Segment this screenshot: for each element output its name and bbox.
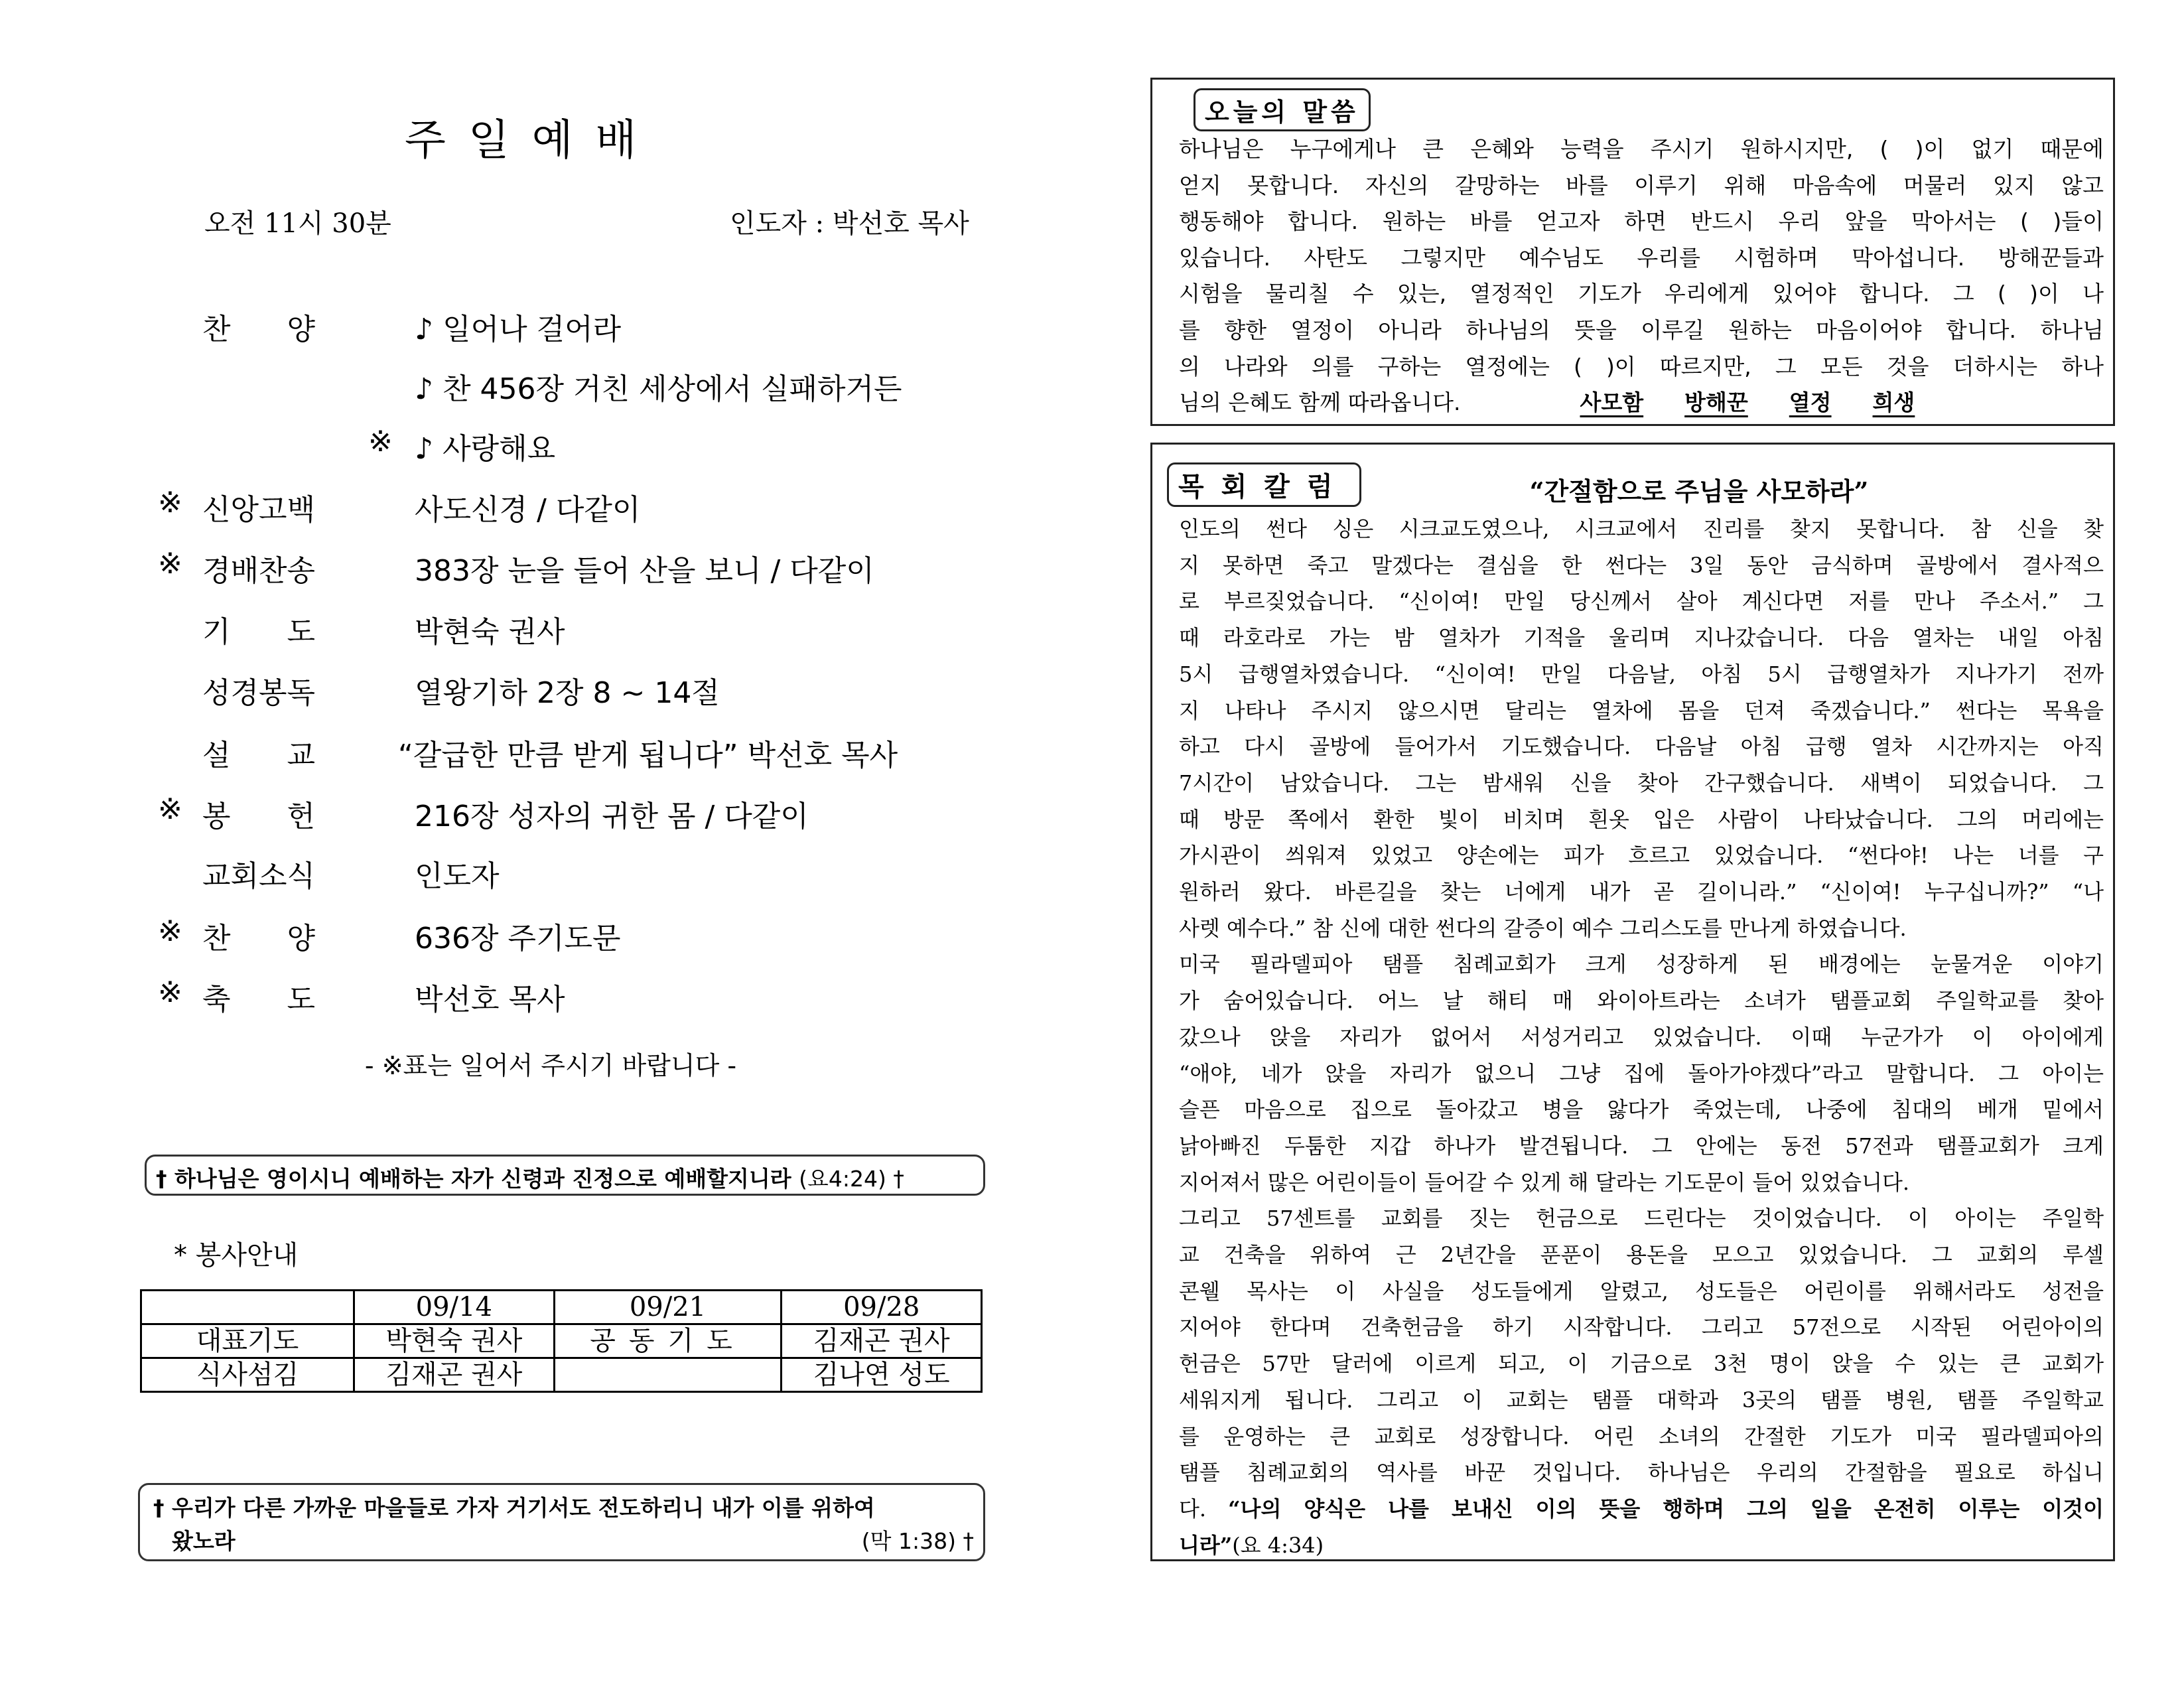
standing-mark-icon: ※ (158, 486, 182, 520)
answer-word: 방해꾼 (1684, 389, 1748, 416)
page-title: 주일예배 (405, 116, 659, 165)
text-line-content: 행동해야 합니다. 원하는 바를 얻고자 하면 반드시 우리 앞을 막아서는 ( )들이 (1179, 208, 2104, 235)
pastor-column-box (1150, 443, 2115, 1561)
column-text (1179, 511, 2104, 1563)
todays-word-box (1150, 78, 2115, 426)
text-line (1179, 313, 2104, 349)
text-line: 를 운영하는 큰 교회로 성장합니다. 어린 소녀의 간절한 기도가 미국 필라델피아의 (1179, 1423, 2104, 1449)
worship-order-content: 인도자 (415, 859, 500, 893)
text-line: 원하러 왔다. 바른길을 찾는 너에게 내가 곧 길이니라.” “신이여! 누구십니까?” “나 (1179, 879, 2104, 905)
closing-quote-line (1179, 1527, 2104, 1564)
text-line-content: 를 향한 열정이 아니라 하나님의 뜻을 이루길 원하는 마음이어야 합니다. 하나님 (1179, 317, 2104, 343)
text-fragment: 다. (1179, 1496, 1229, 1521)
bible-quote: 니라” (1179, 1532, 1233, 1558)
text-line: 7시간이 남았습니다. 그는 밤새워 신을 찾아 간구했습니다. 새벽이 되었습니다. 그 (1179, 770, 2104, 796)
text-line: 5시 급행열차였습니다. “신이여! 만일 다음날, 아침 5시 급행열차가 지나가기 전까 (1179, 661, 2104, 687)
worship-order-content: 216장 성자의 귀한 몸 / 다같이 (415, 800, 809, 833)
worship-order-content: ♪ 사랑해요 (415, 432, 556, 466)
text-line: 탬플 침례교회의 역사를 바꾼 것입니다. 하나님은 우리의 간절함을 필요로 하십니 (1179, 1460, 2104, 1486)
closing-quote-line (1179, 1491, 2104, 1527)
text-line: 때 라호라로 가는 밤 열차가 기적을 울리며 지나갔습니다. 다음 열차는 내일 아침 (1179, 625, 2104, 651)
text-line (1179, 204, 2104, 240)
text-line: “애야, 네가 앉을 자리가 없으니 그냥 집에 돌아가야겠다”라고 말합니다. 그 아이는 (1179, 1060, 2104, 1086)
bible-quote: “나의 양식은 나를 보내신 이의 뜻을 행하며 그의 일을 온전히 이루는 이것이 (1228, 1496, 2104, 1521)
text-line: 가시관이 씌워져 있었고 양손에는 피가 흐르고 있었습니다. “썬다야! 나는 너를 구 (1179, 843, 2104, 869)
todays-word-text (1179, 131, 2104, 421)
standing-mark-icon: ※ (368, 425, 393, 458)
worship-order-content: 636장 주기도문 (415, 922, 621, 955)
table-header-cell (141, 1291, 354, 1324)
worship-order-label: 신앙고백 (202, 493, 316, 527)
standing-mark-icon: ※ (158, 914, 182, 948)
verse-box-bottom (138, 1483, 985, 1561)
worship-order-content: 사도신경 / 다같이 (415, 493, 641, 527)
column-title: “간절함으로 주님을 사모하라” (1529, 476, 1869, 506)
worship-order-content: 열왕기하 2장 8 ~ 14절 (415, 676, 720, 710)
text-line: 지 못하면 죽고 말겠다는 결심을 한 썬다는 3일 동안 금식하며 골방에서 결사적으 (1179, 552, 2104, 578)
verse-text-line: 왔노라 (172, 1528, 236, 1554)
worship-order-label: 봉헌 (202, 800, 372, 833)
worship-order-label: 교회소식 (202, 859, 316, 893)
worship-order-content: “갈급한 만큼 받게 됩니다” 박선호 목사 (398, 739, 898, 772)
service-time: 오전 11시 30분 (204, 208, 391, 239)
table-row (141, 1358, 982, 1392)
table-cell: 공동기도 (554, 1324, 782, 1358)
answer-word: 열정 (1789, 389, 1832, 416)
text-line-content: 의 나라와 의를 구하는 열정에는 ( )이 따르지만, 그 모든 것을 더하시는 하나 (1179, 353, 2104, 380)
worship-order-content: 박현숙 권사 (415, 615, 565, 649)
table-cell: 김재곤 권사 (782, 1324, 982, 1358)
worship-order-label: 설교 (202, 739, 372, 772)
text-line: 세워지게 됩니다. 그리고 이 교회는 탬플 대학과 3곳의 탬플 병원, 탬플 주일학교 (1179, 1387, 2104, 1413)
text-line: 그리고 57센트를 교회를 짓는 헌금으로 드린다는 것이었습니다. 이 아이는 주일학 (1179, 1206, 2104, 1232)
answer-list (1580, 385, 1915, 421)
text-line-content: 하나님은 누구에게나 큰 은혜와 능력을 주시기 원하시지만, ( )이 없기 때문에 (1179, 136, 2104, 162)
service-guide-table (140, 1289, 983, 1393)
verse-text-line: † 우리가 다른 가까운 마을들로 가자 거기서도 전도하리니 내가 이를 위하여 (153, 1495, 875, 1521)
bible-reference: (요 4:34) (1232, 1532, 1324, 1558)
text-line: 미국 필라델피아 탬플 침례교회가 크게 성장하게 된 배경에는 눈물겨운 이야기 (1179, 952, 2104, 977)
text-line: 지어야 한다며 건축헌금을 하기 시작합니다. 그리고 57전으로 시작된 어린아이의 (1179, 1314, 2104, 1340)
table-row-label: 대표기도 (141, 1324, 354, 1358)
todays-word-badge: 오늘의 말씀 (1194, 88, 1371, 131)
service-leader: 인도자 : 박선호 목사 (730, 208, 969, 239)
table-header-cell: 09/21 (554, 1291, 782, 1324)
text-line-content: 님의 은혜도 함께 따라옵니다. (1179, 389, 1461, 416)
standing-mark-icon: ※ (158, 547, 182, 581)
text-line: 가 숨어있습니다. 어느 날 해티 매 와이아트라는 소녀가 탬플교회 주일학교를 찾아 (1179, 988, 2104, 1014)
text-line (1179, 349, 2104, 386)
text-line: 헌금은 57만 달러에 이르게 되고, 이 기금으로 3천 명이 앉을 수 있는 큰 교회가 (1179, 1351, 2104, 1377)
standing-note: - ※표는 일어서 주시기 바랍니다 - (364, 1051, 737, 1080)
worship-order-label: 경배찬송 (202, 554, 316, 588)
worship-order-label: 찬양 (202, 922, 372, 955)
text-line: 낡아빠진 두툼한 지갑 하나가 발견됩니다. 그 안에는 동전 57전과 탬플교회가 크게 (1179, 1133, 2104, 1159)
worship-order-content: 383장 눈을 들어 산을 보니 / 다같이 (415, 554, 874, 588)
worship-order-label: 축도 (202, 983, 372, 1017)
table-cell: 박현숙 권사 (354, 1324, 555, 1358)
table-row (141, 1324, 982, 1358)
worship-order-content: 박선호 목사 (415, 983, 565, 1017)
table-cell: 김재곤 권사 (354, 1358, 555, 1392)
text-line: 인도의 썬다 싱은 시크교도였으나, 시크교에서 진리를 찾지 못합니다. 참 신을 찾 (1179, 516, 2104, 541)
text-line (1179, 385, 2104, 421)
text-line: 사렛 예수다.” 참 신에 대한 썬다의 갈증이 예수 그리스도를 만나게 하였습니다. (1179, 915, 1907, 941)
service-guide-title: * 봉사안내 (174, 1240, 299, 1271)
text-line-content: 있습니다. 사탄도 그렇지만 예수님도 우리를 시험하며 막아섭니다. 방해꾼들과 (1179, 244, 2104, 271)
text-line-content: 얻지 못합니다. 자신의 갈망하는 바를 이루기 위해 마음속에 머물러 있지 않고 (1179, 172, 2104, 198)
table-header-cell: 09/28 (782, 1291, 982, 1324)
table-row-label: 식사섬김 (141, 1358, 354, 1392)
text-line: 콘웰 목사는 이 사실을 성도들에게 알렸고, 성도들은 어린이를 위해서라도 성전을 (1179, 1278, 2104, 1304)
verse-text: † 하나님은 영이시니 예배하는 자가 신령과 진정으로 예배할지니라 (156, 1166, 791, 1192)
pastor-column-badge: 목회칼럼 (1167, 462, 1361, 507)
verse-reference: (요4:24) † (799, 1166, 904, 1192)
text-line: 교 건축을 위하여 근 2년간을 푼푼이 용돈을 모으고 있었습니다. 그 교회의 루셀 (1179, 1242, 2104, 1268)
table-header-row (141, 1291, 982, 1324)
text-line (1179, 168, 2104, 204)
table-cell: 김나연 성도 (782, 1358, 982, 1392)
text-line: 때 방문 쪽에서 환한 빛이 비치며 흰옷 입은 사람이 나타났습니다. 그의 머리에는 (1179, 806, 2104, 832)
worship-order-label: 기도 (202, 615, 372, 649)
standing-mark-icon: ※ (158, 975, 182, 1009)
worship-order-label: 성경봉독 (202, 676, 316, 710)
answer-word: 희생 (1872, 389, 1915, 416)
standing-mark-icon: ※ (158, 792, 182, 826)
text-line-content: 시험을 물리칠 수 있는, 열정적인 기도가 우리에게 있어야 합니다. 그 ( )이 나 (1179, 281, 2104, 307)
text-line (1179, 240, 2104, 277)
text-line: 슬픈 마음으로 집으로 돌아갔고 병을 앓다가 죽었는데, 나중에 침대의 베개 밑에서 (1179, 1097, 2104, 1123)
worship-order-content: ♪ 일어나 걸어라 (415, 313, 622, 346)
text-line: 로 부르짖었습니다. “신이여! 만일 당신께서 살아 계신다면 저를 만나 주소서.” 그 (1179, 589, 2104, 614)
verse-box-top (145, 1155, 985, 1196)
answer-word: 사모함 (1580, 389, 1644, 416)
text-line: 갔으나 앉을 자리가 없어서 서성거리고 있었습니다. 이때 누군가가 이 아이에게 (1179, 1024, 2104, 1050)
worship-order-content: ♪ 찬 456장 거친 세상에서 실패하거든 (415, 372, 902, 406)
text-line: 지어져서 많은 어린이들이 들어갈 수 있게 해 달라는 기도문이 들어 있었습니다. (1179, 1169, 1910, 1195)
table-header-cell: 09/14 (354, 1291, 555, 1324)
text-line: 하고 다시 골방에 들어가서 기도했습니다. 다음날 아침 급행 열차 시간까지는 아직 (1179, 734, 2104, 760)
table-cell (554, 1358, 782, 1392)
text-line: 지 나타나 주시지 않으시면 달리는 열차에 몸을 던져 죽겠습니다.” 썬다는 목욕을 (1179, 697, 2104, 723)
text-line (1179, 276, 2104, 313)
verse-reference: (막 1:38) † (861, 1528, 974, 1554)
worship-order-label: 찬양 (202, 313, 372, 346)
text-line (1179, 131, 2104, 168)
